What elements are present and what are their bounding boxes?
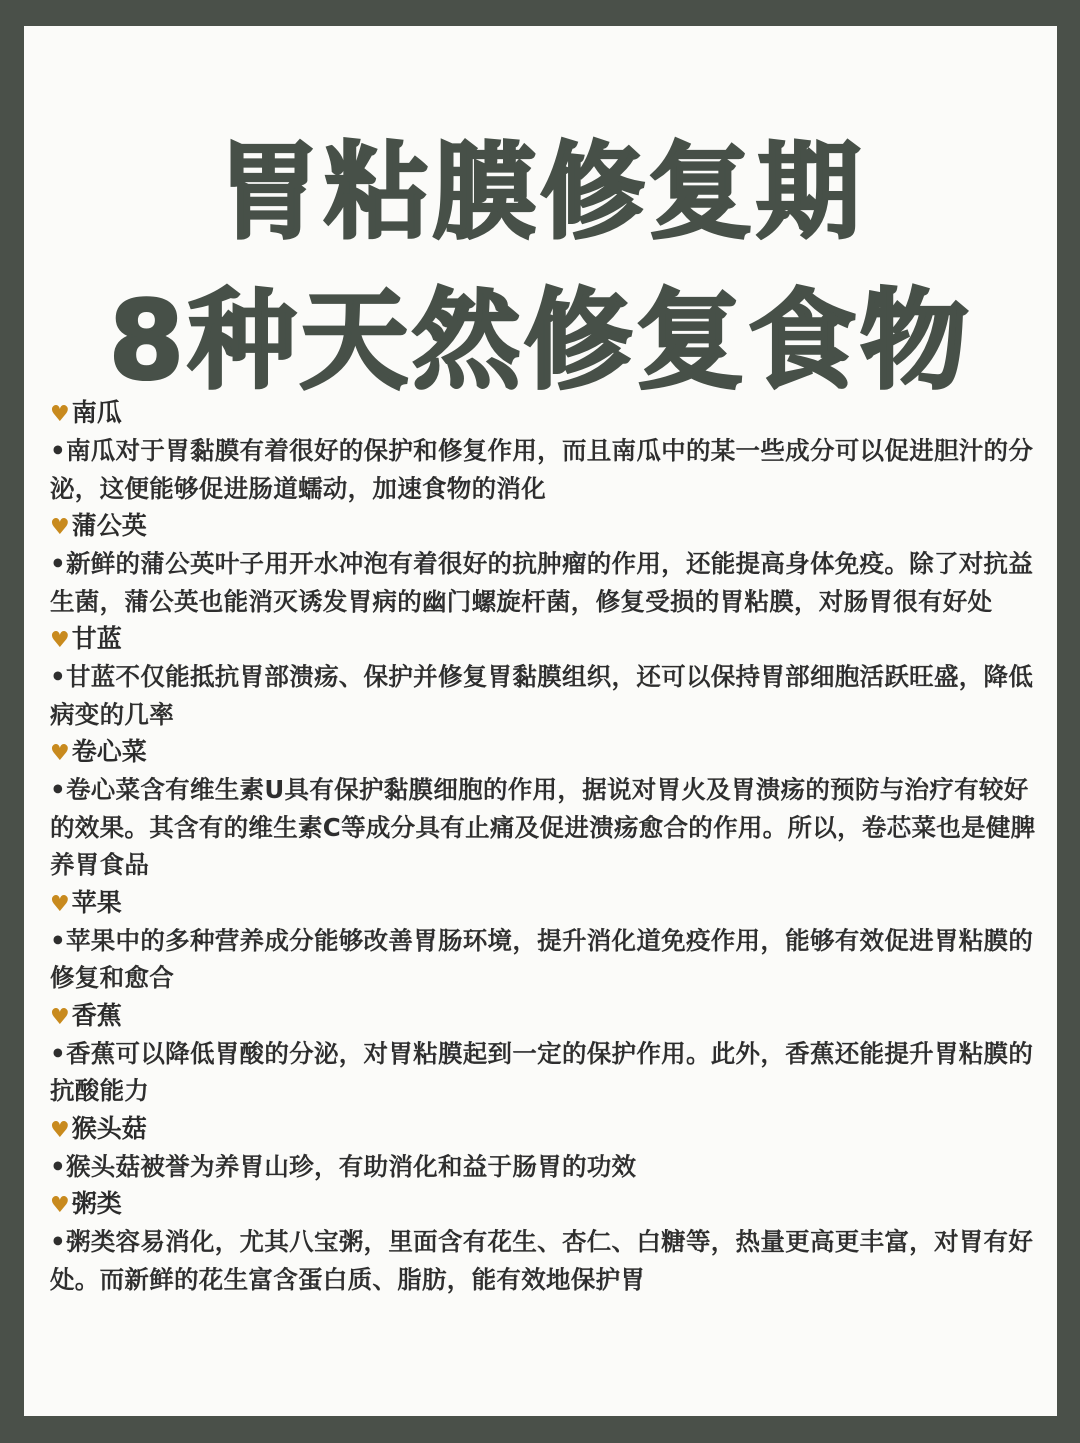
- section-heading: [50, 394, 1040, 432]
- section-heading: [50, 997, 1040, 1035]
- food-section-kale: [50, 620, 1040, 733]
- section-heading-label: 猴头菇: [71, 1113, 147, 1143]
- section-heading: [50, 620, 1040, 658]
- heart-icon: ♥: [50, 1004, 70, 1030]
- heart-icon: ♥: [50, 1117, 70, 1143]
- content-card: [24, 26, 1057, 1416]
- page-title: 胃粘膜修复期: [216, 131, 865, 253]
- heart-icon: ♥: [50, 1193, 70, 1218]
- food-list: [50, 394, 1040, 1298]
- section-heading-label: 甘蓝: [71, 624, 122, 653]
- heart-icon: ♥: [50, 402, 70, 427]
- food-section-porridge: [50, 1185, 1040, 1298]
- section-heading-label: 苹果: [71, 887, 122, 917]
- food-section-lions-mane: [50, 1110, 1040, 1186]
- section-heading-label: 粥类: [71, 1189, 122, 1218]
- page-subtitle: 8种天然修复食物: [108, 279, 973, 404]
- section-body: •卷心菜含有维生素U具有保护黏膜细胞的作用，据说对胃火及胃溃疡的预防与治疗有较好的效果。其含有的维生素C等成分具有止痛及促进溃疡愈合的作用。所以，卷芯菜也是健脾养胃食品: [50, 775, 1036, 879]
- section-heading: [50, 1185, 1040, 1223]
- food-section-apple: [50, 884, 1040, 997]
- heart-icon: ♥: [50, 891, 70, 917]
- section-heading-label: 香蕉: [71, 1000, 122, 1030]
- section-heading-label: 卷心菜: [71, 737, 147, 766]
- section-body: •甘蓝不仅能抵抗胃部溃疡、保护并修复胃黏膜组织，还可以保持胃部细胞活跃旺盛，降低病变的几率: [50, 662, 1034, 729]
- heart-icon: ♥: [50, 515, 70, 540]
- section-heading: [50, 733, 1040, 771]
- section-heading: [50, 1110, 1040, 1148]
- section-body: •猴头菇被誉为养胃山珍，有助消化和益于肠胃的功效: [50, 1151, 637, 1181]
- section-heading: [50, 507, 1040, 545]
- section-heading: [50, 884, 1040, 922]
- food-section-dandelion: [50, 507, 1040, 620]
- section-heading-label: 蒲公英: [71, 511, 147, 540]
- section-body: •粥类容易消化，尤其八宝粥，里面含有花生、杏仁、白糖等，热量更高更丰富，对胃有好处。而新鲜的花生富含蛋白质、脂肪，能有效地保护胃: [50, 1227, 1034, 1294]
- food-section-cabbage: [50, 733, 1040, 884]
- section-body: •苹果中的多种营养成分能够改善胃肠环境，提升消化道免疫作用，能够有效促进胃粘膜的修复和愈合: [50, 925, 1034, 992]
- food-section-banana: [50, 997, 1040, 1110]
- heart-icon: ♥: [50, 741, 70, 766]
- section-body: •香蕉可以降低胃酸的分泌，对胃粘膜起到一定的保护作用。此外，香蕉还能提升胃粘膜的抗酸能力: [50, 1038, 1034, 1105]
- section-heading-label: 南瓜: [71, 398, 122, 427]
- section-body: •新鲜的蒲公英叶子用开水冲泡有着很好的抗肿瘤的作用，还能提高身体免疫。除了对抗益生菌，蒲公英也能消灭诱发胃病的幽门螺旋杆菌，修复受损的胃粘膜，对肠胃很有好处: [50, 549, 1034, 616]
- section-body: •南瓜对于胃黏膜有着很好的保护和修复作用，而且南瓜中的某一些成分可以促进胆汁的分泌，这便能够促进肠道蠕动，加速食物的消化: [50, 436, 1034, 503]
- heart-icon: ♥: [50, 628, 70, 653]
- food-section-pumpkin: [50, 394, 1040, 507]
